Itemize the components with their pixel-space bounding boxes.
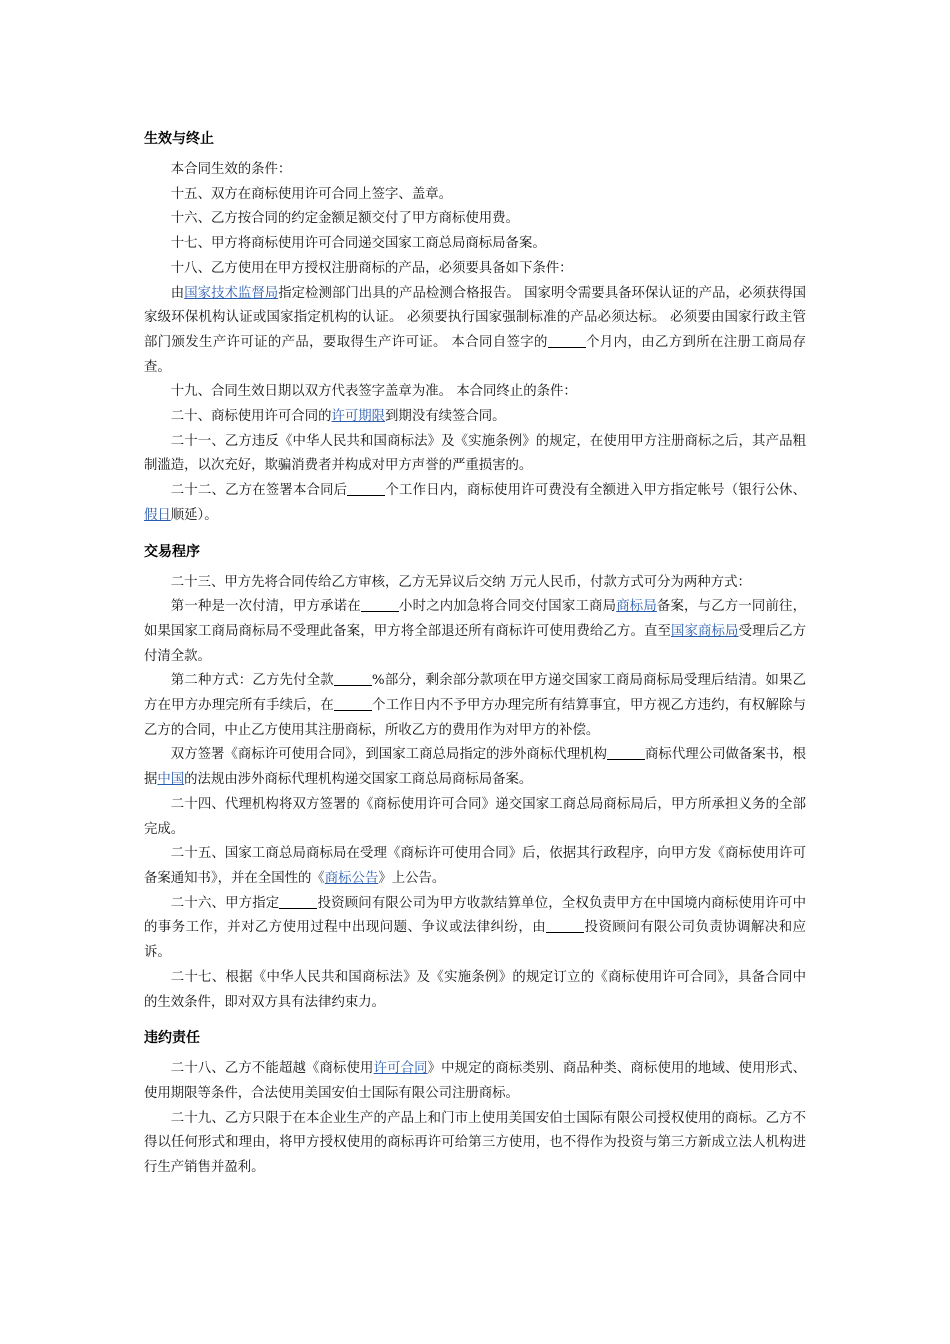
section-heading-liability: 违约责任 [144,1030,200,1047]
paragraph: 十五、双方在商标使用许可合同上签字、盖章。 [170,186,452,202]
link-china[interactable]: 中国 [157,772,185,788]
text: 二十六、甲方指定 [170,895,280,911]
text: 二十二、乙方在签署本合同后 [170,483,348,499]
text: 》中规定的商标类别、商品种类、商标使用的地域、使用形式、使用期限等条件，合法使用美国安伯士国际有限公司注册商标。 [144,1061,807,1101]
blank-field [347,481,385,496]
text: 二十八、乙方不能超越《商标使用 [170,1061,374,1077]
link-license-period[interactable]: 许可期限 [331,409,386,425]
link-trademark-gazette[interactable]: 商标公告 [324,870,379,886]
paragraph [144,595,806,669]
text: 受理后乙方付清全款。 [144,623,807,664]
paragraph: 二十一、乙方违反《中华人民共和国商标法》及《实施条例》的规定，在使用甲方注册商标之后，其产品粗制滥造，以次充好，欺骗消费者并构成对甲方声誉的严重损害的。 [144,433,806,474]
text: 个月内，由乙方到所在注册工商局存查。 [144,334,806,375]
text: 双方签署《商标许可使用合同》，到国家工商总局指定的涉外商标代理机构 [170,747,607,763]
paragraph [144,405,806,430]
paragraph: 本合同生效的条件： [170,162,292,177]
text: 个工作日内，商标使用许可费没有全额进入甲方指定帐号（银行公休、 [385,483,807,499]
blank-field [548,333,586,348]
blank-field [607,745,645,760]
blank-field [546,918,584,933]
paragraph: 十九、合同生效日期以双方代表签字盖章为准。 本合同终止的条件： [170,384,577,400]
text: 到期没有续签合同。 [385,409,506,425]
text: 》上公告。 [378,870,446,886]
text: 商标代理公司做备案书，根据 [144,747,806,788]
text: 二十、商标使用许可合同的 [170,409,332,425]
section-heading-procedure: 交易程序 [144,543,200,560]
text: 的法规由涉外商标代理机构递交国家工商总局商标局备案。 [184,772,533,788]
text: 由 [170,285,185,301]
link-trademark-office[interactable]: 商标局 [616,599,657,615]
paragraph: 二十九、乙方只限于在本企业生产的产品上和门市上使用美国安伯士国际有限公司授权使用的商标。乙方不得以任何形式和理由，将甲方授权使用的商标再许可给第三方使用，也不得作为投资与第三方新成立法人机构进行生产销售并盈利。 [144,1110,806,1176]
text: 指定检测部门出具的产品检测合格报告。 国家明令需要具备环保认证的产品，必须获得国家级环保机构认证或国家指定机构的认证。 必须要执行国家强制标准的产品必须达标。 必须要由国家行政主管部门颁发生产许可证的产品，要取得生产许可证。 本合同自签字的 [144,285,807,350]
paragraph [144,479,806,528]
paragraph: 二十三、甲方先将合同传给乙方审核，乙方无异议后交纳 万元人民币，付款方式可分为两种方式： [170,574,751,590]
blank-field [279,894,317,909]
section-heading-effect: 生效与终止 [144,131,214,147]
paragraph: 二十七、根据《中华人民共和国商标法》及《实施条例》的规定订立的《商标使用许可合同》，具备合同中的生效条件，即对双方具有法律约束力。 [144,969,806,1010]
text: 投资顾问有限公司负责协调解决和应诉。 [144,920,807,961]
link-national-trademark-office[interactable]: 国家商标局 [671,623,739,639]
paragraph: 十八、乙方使用在甲方授权注册商标的产品，必须要具备如下条件： [170,260,573,276]
blank-field [361,597,399,612]
text: 第一种是一次付清，甲方承诺在 [170,599,361,615]
paragraph: 十七、甲方将商标使用许可合同递交国家工商总局商标局备案。 [170,236,546,252]
link-tech-supervision-bureau[interactable]: 国家技术监督局 [184,285,279,301]
text: 小时之内加急将合同交付国家工商局 [398,599,617,615]
link-holiday[interactable]: 假日 [144,507,171,523]
text: 备案，与乙方一同前往，如果国家工商局商标局不受理此备案，甲方将全部退还所有商标许可使用费给乙方。直至 [144,599,807,639]
text: 投资顾问有限公司为甲方收款结算单位，全权负责甲方在中国境内商标使用许可中的事务工作，并对乙方使用过程中出现问题、争议或法律纠纷，由 [144,895,807,936]
text: 顺延）。 [170,507,218,523]
paragraph [144,282,806,381]
link-license-contract[interactable]: 许可合同 [373,1061,428,1077]
blank-field [334,696,372,711]
blank-field [334,671,372,686]
paragraph [144,1057,806,1106]
paragraph: 二十四、代理机构将双方签署的《商标使用许可合同》递交国家工商总局商标局后，甲方所承担义务的全部完成。 [144,796,806,837]
paragraph [144,669,806,743]
paragraph [144,743,806,792]
text: 二十五、国家工商总局商标局在受理《商标许可使用合同》后，依据其行政程序，向甲方发《商标使用许可备案通知书》，并在全国性的《 [144,846,806,886]
paragraph: 十六、乙方按合同的约定金额足额交付了甲方商标使用费。 [170,211,519,227]
text: 第二种方式：乙方先付全款 [170,673,334,689]
paragraph [144,892,806,966]
document-page [144,118,806,1181]
paragraph [144,842,806,891]
text: %部分，剩余部分款项在甲方递交国家工商局商标局受理后结清。如果乙方在甲方办理完所有手续后，在 [144,673,806,714]
text: 个工作日内不予甲方办理完所有结算事宜，甲方视乙方违约，有权解除与乙方的合同，中止乙方使用其注册商标，所收乙方的费用作为对甲方的补偿。 [144,698,807,738]
